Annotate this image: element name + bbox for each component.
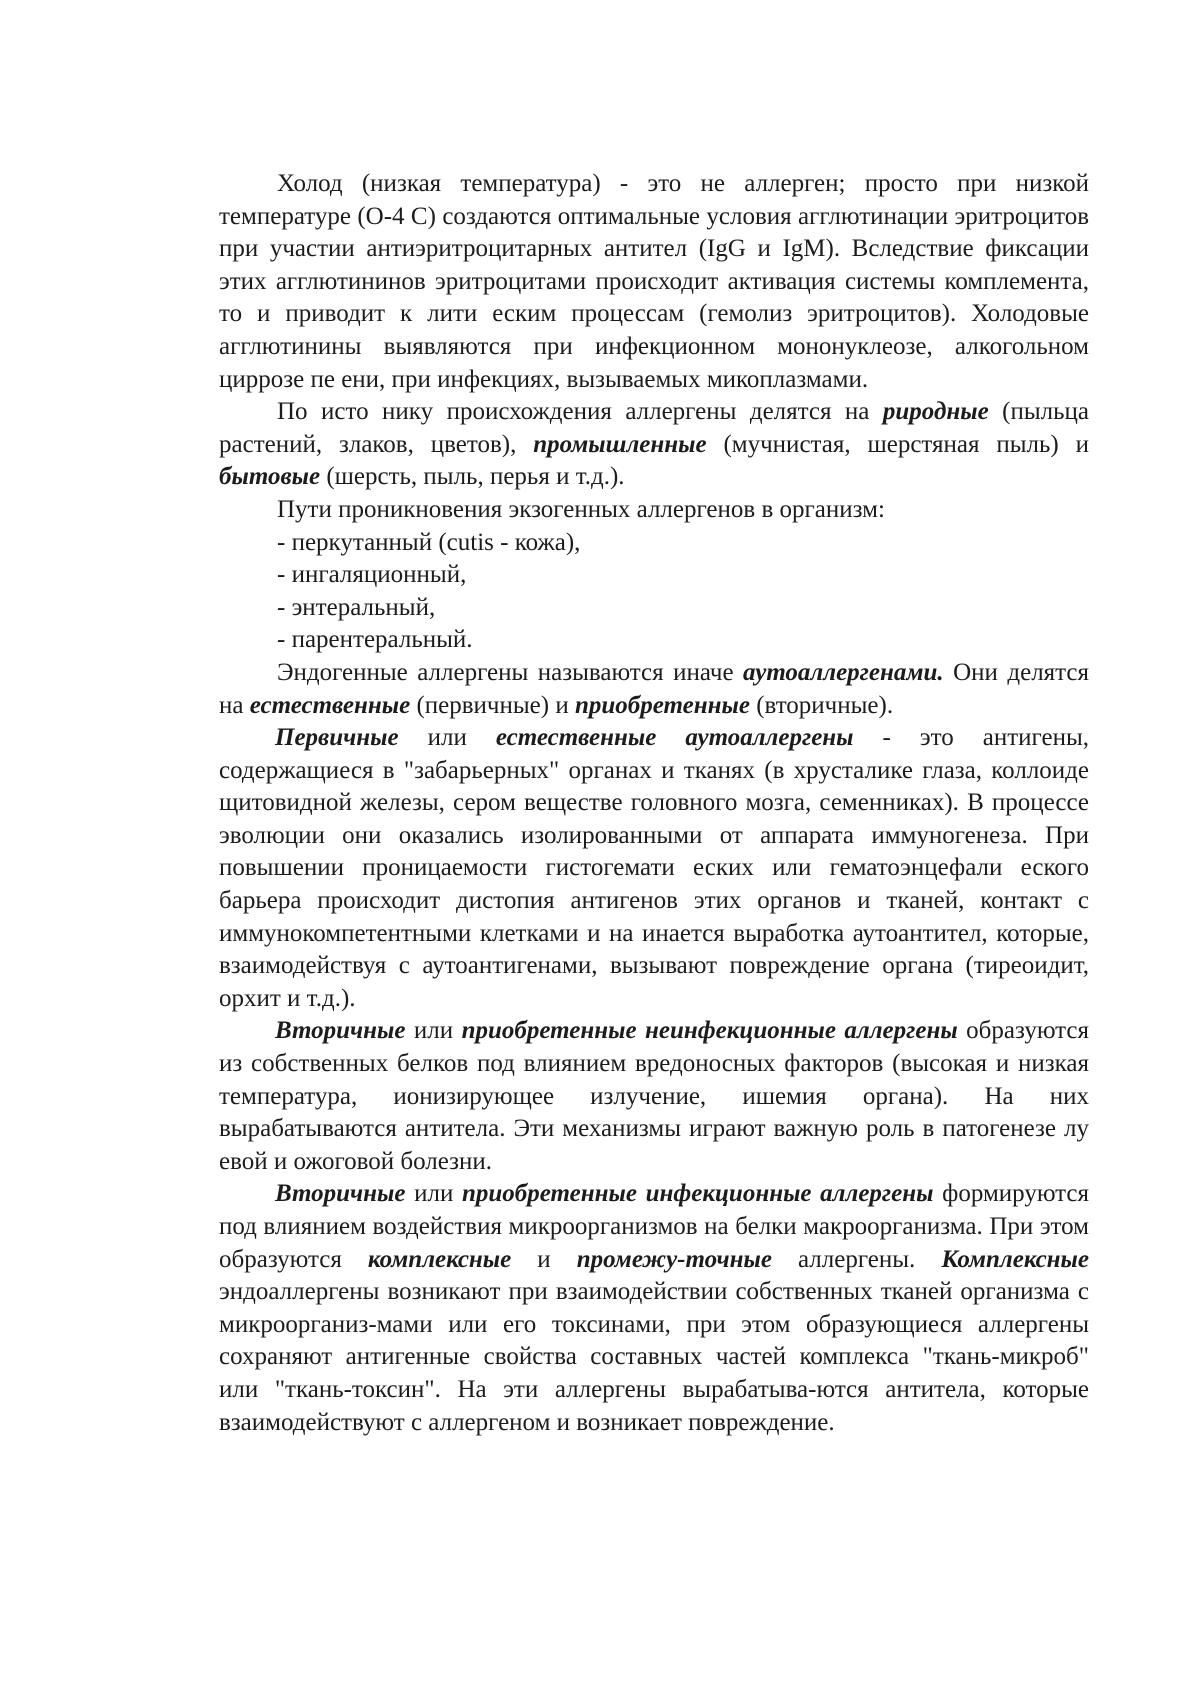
text-run: Эндогенные аллергены называются иначе xyxy=(277,658,744,686)
text-run: (первичные) и xyxy=(410,691,575,719)
text-run: или xyxy=(405,1180,462,1208)
term-natural: риродные xyxy=(882,398,989,426)
paragraph-allergen-origin xyxy=(219,396,1089,494)
term-natural-primary: естественные xyxy=(249,691,411,719)
text-run: и xyxy=(511,1245,577,1273)
term-complex-capitalized: Комплексные xyxy=(941,1245,1089,1273)
text-run: аллергены. xyxy=(771,1245,942,1273)
text-run: По исто нику происхождения аллергены делятся на xyxy=(277,398,883,426)
routes-intro xyxy=(219,494,1089,527)
text-run: или xyxy=(398,724,496,752)
paragraph-infectious-allergens xyxy=(219,1178,1089,1439)
list-item-route-percutaneous xyxy=(219,527,1089,560)
list-item-text: - перкутанный (cutis - кожа), xyxy=(277,528,581,556)
term-complex: комплексные xyxy=(367,1245,512,1273)
term-secondary: Вторичные xyxy=(275,1180,406,1208)
list-item-text: - парентеральный. xyxy=(277,626,473,654)
paragraph-noninfectious-allergens xyxy=(219,1015,1089,1178)
text-run: (шерсть, пыль, перья и т.д.). xyxy=(320,463,625,491)
routes-intro-text: Пути проникновения экзогенных аллергенов в организм: xyxy=(277,495,885,523)
term-acquired-infectious: приобретенные инфекционные аллергены xyxy=(461,1180,934,1208)
text-run: (вторичные). xyxy=(749,691,894,719)
term-acquired-noninfectious: приобретенные неинфекционные аллергены xyxy=(461,1017,958,1045)
term-household: бытовые xyxy=(219,463,321,491)
term-acquired-secondary: приобретенные xyxy=(574,691,750,719)
text-run: - это антигены, содержащиеся в "забарьерных" органах и тканях (в хрусталике глаза, коллоиде щитовидной железы, сером веществе головного мозга, семенниках). В процессе эволюции они оказались изолированными от аппарата иммуногенеза. При повышении проницаемости гистогемати еских или гематоэнцефали еского барьера происходит дистопия антигенов этих органов и тканей, контакт с иммунокомпетентными клетками и на инается выработка аутоантител, которые, взаимодействуя с аутоантигенами, вызывают повреждение органа (тиреоидит, орхит и т.д.). xyxy=(219,724,1089,1012)
list-item-route-inhalation xyxy=(219,559,1089,592)
text-run: образуются из собственных белков под влиянием вредоносных факторов (высокая и низкая температура, ионизирующее излучение, ишемия органа). На них вырабатываются антитела. Эти механизмы играют важную роль в патогенезе лу евой и ожоговой болезни. xyxy=(219,1017,1089,1175)
text-run: Они делятся на xyxy=(219,658,1089,719)
term-industrial: промышленные xyxy=(533,430,707,458)
document-page xyxy=(219,168,1089,1439)
term-natural-autoallergens: естественные аутоаллергены xyxy=(495,724,854,752)
list-item-route-parenteral xyxy=(219,624,1089,657)
text-run: или xyxy=(405,1017,462,1045)
term-primary: Первичные xyxy=(275,724,399,752)
paragraph-text: Холод (низкая температура) - это не аллерген; просто при низкой температуре (О-4 С) создаются оптимальные условия агглютинации эритроцитов при участии антиэритроцитарных антител (IgG и IgM). Вследствие фиксации этих агглютининов эритроцитами происходит активация системы комплемента, то и приводит к лити еским процессам (гемолиз эритроцитов). Холодовые агглютинины выявляются при инфекционном мононуклеозе, алкогольном циррозе пе ени, при инфекциях, вызываемых микоплазмами. xyxy=(219,170,1089,393)
term-autoallergens: аутоаллергенами. xyxy=(743,658,944,686)
term-intermediate: промежу-точные xyxy=(576,1245,772,1273)
list-item-route-enteral xyxy=(219,592,1089,625)
text-run: (пыльца растений, злаков, цветов), xyxy=(219,398,1090,458)
paragraph-cold-agglutinins xyxy=(219,168,1089,396)
text-run: (мучнистая, шерстяная пыль) и xyxy=(706,430,1089,458)
paragraph-primary-autoallergens xyxy=(219,722,1089,1015)
list-item-text: - энтеральный, xyxy=(277,593,436,621)
text-run: формируются под влиянием воздействия микроорганизмов на белки макроорганизма. При этом образуются xyxy=(219,1180,1089,1273)
paragraph-endogenous-allergens xyxy=(219,657,1089,722)
term-secondary: Вторичные xyxy=(275,1017,406,1045)
list-item-text: - ингаляционный, xyxy=(277,561,467,589)
text-run: эндоаллергены возникают при взаимодействии собственных тканей организма с микроорганиз-мами или его токсинами, при этом образующиеся аллергены сохраняют антигенные свойства составных частей комплекса "ткань-микроб" или "ткань-токсин". На эти аллергены вырабатыва-ются антитела, которые взаимодействуют с аллергеном и возникает повреждение. xyxy=(219,1278,1089,1436)
